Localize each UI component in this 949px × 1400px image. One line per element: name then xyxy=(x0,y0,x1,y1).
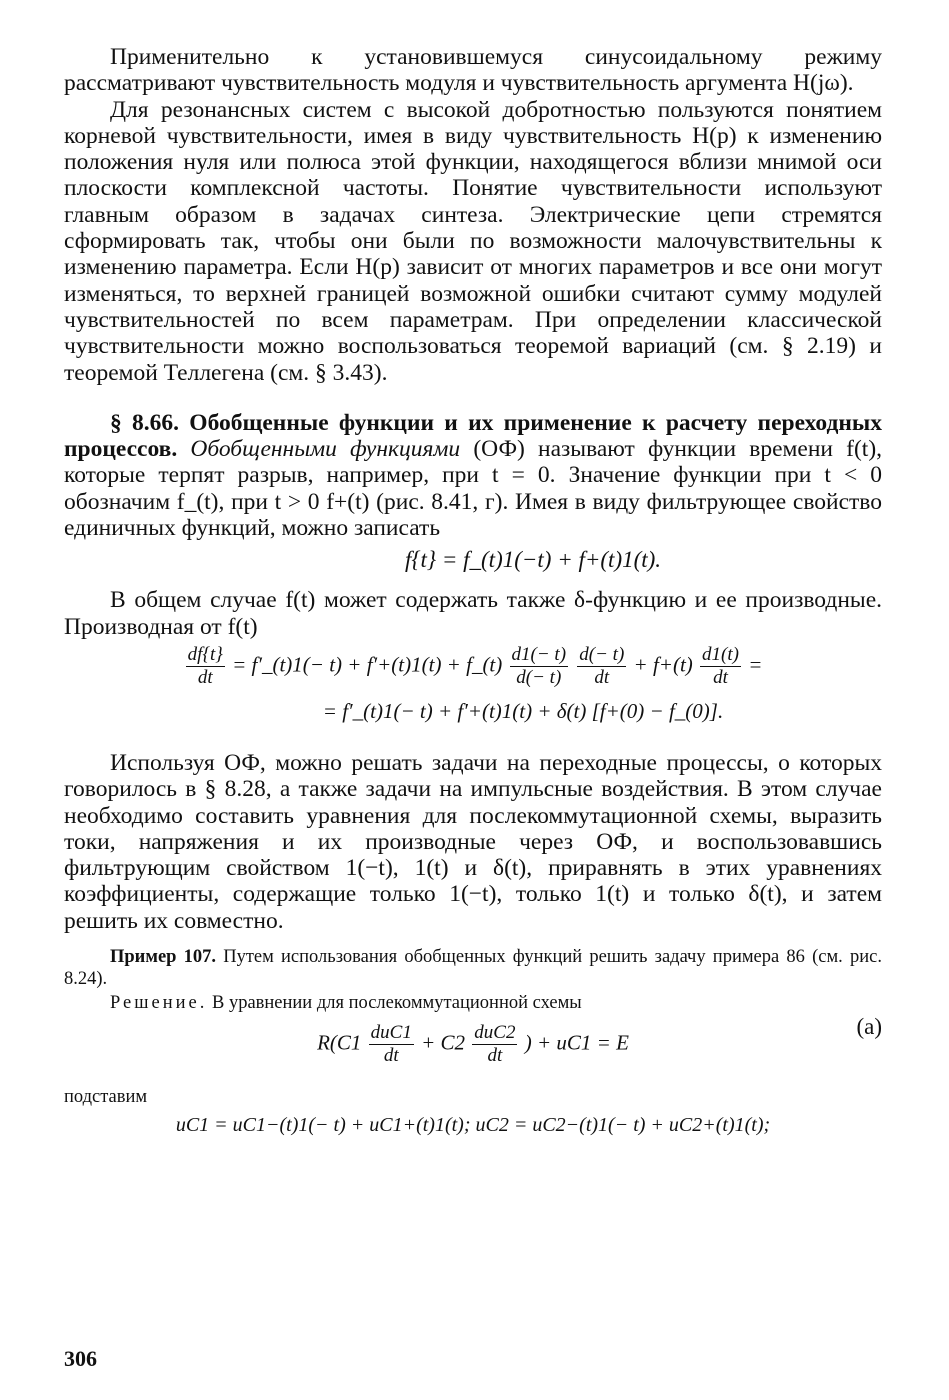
formula-2-part-b: + f+(t) xyxy=(633,652,693,677)
fraction-duc2: $\frac{\text{duC2}}{dt}$ xyxy=(474,1022,516,1067)
fraction-2: $\frac{d(- t)}{dt}$ xyxy=(579,643,625,688)
paragraph-root-sensitivity: Для резонансных систем с высокой добротностью пользуются понятием корневой чувствительности, имея в виду чувствительность H(p) к изменению положения нуля или полюса этой функции, находящегося вблизи мнимой оси плоскости комплексной частоты. Понятие чувствительности используют главным образом в задачах синтеза. Электрические цепи стремятся сформировать так, чтобы они были по возможности малочувствительны к изменению параметра. Если H(p) зависит от многих параметров и все они могут изменяться, то верхней границей возможной ошибки считают сумму модулей чувствительностей по всем параметрам. При определении классической чувствительности можно воспользоваться теоремой вариаций (см. § 2.19) и теоремой Теллегена (см. § 3.43). xyxy=(64,96,882,386)
fraction-1: $\frac{d1(- t)}{d(- t)}$ xyxy=(511,643,567,688)
formula-generalized-function: f{t} = f_(t)1(−t) + f+(t)1(t). xyxy=(404,547,662,573)
paragraph-using-of: Используя ОФ, можно решать задачи на переходные процессы, о которых говорилось в § 8.28, а также задачи на импульсные воздействия. В этом случае необходимо составить уравнения для послекоммутационной схемы, выразить токи, напряжения и их производные через ОФ, и воспользовавшись фильтрующим свойством 1(−t), 1(t) и δ(t), приравнять в этих уравнениях коэффициенты, содержащие только 1(−t), только 1(t) и только δ(t), и затем решить их совместно. xyxy=(64,749,882,934)
formula-3-part-c: ) + uC1 = E xyxy=(524,1030,629,1055)
equation-label-a: (a) xyxy=(856,1014,882,1040)
solution-label: Решение. xyxy=(110,993,208,1014)
section-term: Обобщенными функциями xyxy=(190,436,461,463)
section-text: (ОФ) называют функции времени f(t), которые терпят разрыв, например, при t = 0. Значение функции при t < 0 обозначим f_(t), при t > 0 f+(t) (рис. 8.41, г). Имея в виду фильтрующее свойство единичных функций, можно записать xyxy=(64,436,883,542)
formula-circuit-equation xyxy=(64,1014,882,1067)
example-label: Пример 107. xyxy=(110,947,217,968)
fraction-3: $\frac{d1(t)}{dt}$ xyxy=(702,643,739,688)
solution-text: В уравнении для послекоммутационной схемы xyxy=(211,993,582,1014)
formula-3-part-b: + C2 xyxy=(421,1030,466,1055)
substitute-word: подставим xyxy=(64,1087,148,1108)
formula-derivative-line-2: = f′_(t)1(− t) + f′+(t)1(t) + δ(t) [f+(0) − f_(0)]. xyxy=(322,698,724,723)
formula-3-part-a: R(C1 xyxy=(317,1030,362,1055)
solution xyxy=(64,992,882,1014)
formula-uc-substitution: uC1 = uC1−(t)1(− t) + uC1+(t)1(t); uC2 = uC2−(t)1(− t) + uC2+(t)1(t); xyxy=(175,1114,771,1137)
section-8-66 xyxy=(64,410,882,541)
formula-3-block xyxy=(64,1014,882,1076)
formula-2-part-c: = xyxy=(748,652,763,677)
paragraph-delta-derivative: В общем случае f(t) может содержать также δ-функцию и ее производные. Производная от f(t) xyxy=(64,587,882,640)
fraction-duc1: $\frac{\text{duC1}}{dt}$ xyxy=(370,1022,412,1067)
formula-2-part-a: = f′_(t)1(− t) + f′+(t)1(t) + f_(t) xyxy=(232,652,503,677)
example-107 xyxy=(64,946,882,990)
paragraph-sensitivity-module: Применительно к установившемуся синусоидальному режиму рассматривают чувствительность модуля и чувствительность аргумента H(jω). xyxy=(64,44,882,97)
formula-derivative-line-1 xyxy=(64,644,882,689)
page-number: 306 xyxy=(64,1346,97,1371)
section-heading: § 8.66. Обобщенные функции и их применение к расчету переходных процессов. xyxy=(64,409,882,463)
example-text: Путем использования обобщенных функций решить задачу примера 86 (см. рис. 8.24). xyxy=(64,947,882,990)
fraction-lhs: $\frac{df\{t\}}{dt}$ xyxy=(187,643,223,688)
page-body xyxy=(64,44,882,1137)
